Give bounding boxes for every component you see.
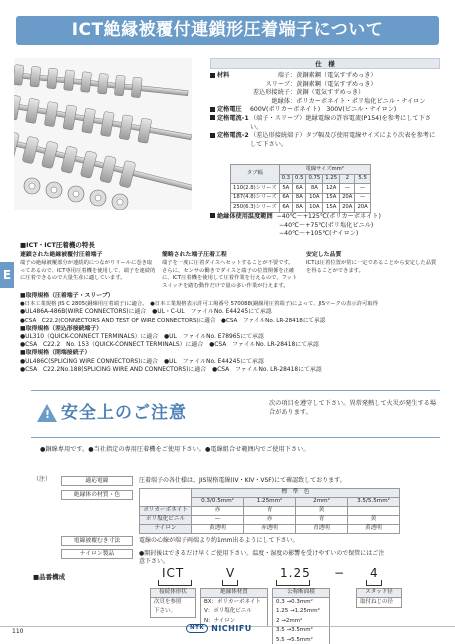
current2-label: 定格電流-2 [217, 132, 249, 140]
part-box-head: 公称断面積 [273, 589, 329, 598]
standards-line: ●UL486A-486B(WIRE CONNECTORS)に適合 ●UL・C-UL ファイルNo. E44245にて承認 [20, 309, 272, 316]
color-size-header: 0.3/0.5mm² [192, 498, 244, 507]
strip-label: 電線被覆むき寸法 [61, 536, 133, 546]
part-box-shape [150, 588, 196, 618]
part-box-line: 次頁を参照 [154, 598, 182, 605]
current2-value: （差込形接続端子）タブ幅及び使用電線サイズにより次表を参考にして下さい。 [250, 132, 436, 148]
table-cell: 赤透明 [244, 525, 296, 534]
material-name: 絶縁体 [271, 97, 290, 105]
size-table-group-header: 電線サイズmm² [279, 165, 370, 175]
row-label: ポリ塩化ビニル [140, 516, 192, 525]
bullet-square-icon [210, 213, 215, 218]
voltage-value: 600V(ポリカーボネイト) 300V(ビニル・ナイロン) [250, 106, 397, 114]
color-label: 絶縁体の材質・色 [61, 490, 133, 500]
material-name: スリーブ [265, 80, 290, 88]
part-box-line: 5.5 →5.5mm² [276, 636, 313, 643]
material-value: ：黄銅素鋼（電気すずめっき） [290, 80, 377, 88]
spec-list [210, 72, 442, 149]
table-cell: — [355, 193, 370, 203]
standards-group-title: ■取得規格（閉端接続子） [20, 350, 91, 357]
table-cell: 20A [340, 203, 355, 213]
part-number-title: ■品番構成 [33, 573, 66, 581]
table-cell: 黄透明 [192, 525, 244, 534]
table-cell: 青 [296, 516, 348, 525]
table-cell: 6A [279, 193, 292, 203]
current1-label: 定格電流-1 [217, 114, 249, 122]
feature-heading: 安定した品質 [306, 252, 342, 258]
spec-material-row-1 [210, 81, 442, 90]
feature-item [162, 252, 298, 290]
spec-material-row-0 [210, 72, 442, 81]
row-label: 110(2.8)シリーズ [231, 184, 280, 194]
feature-body: 端子の絶縁被覆部分が連続的につながりリールに巻き取ってあるので、ICT専用圧着機を使用して、端子を連続的に圧着できるので大量生産に適しています。 [20, 260, 156, 282]
part-box-line: 3.5 →3.5mm² [276, 627, 313, 633]
standards-group-title: ■取得規格（圧着端子・スリーブ） [20, 293, 114, 299]
part-box-line: 0.3 →0.3mm² [276, 598, 313, 605]
wire-text: 圧着端子の各仕様は、JIS規格電線(IV・KIV・VSF)にて確認致しております。 [139, 477, 346, 484]
table-cell: 8A [306, 184, 323, 194]
material-name: 差込形接続子 [252, 89, 290, 97]
row-label: ポリカーボネイト [140, 507, 192, 516]
page-number: 110 [12, 628, 24, 635]
row-label: 250(6.3)シリーズ [231, 203, 280, 213]
size-header: 2 [340, 174, 355, 184]
bracket-line [222, 580, 238, 586]
spec-header: 仕 様 [210, 58, 440, 69]
spec-current2-row [210, 132, 442, 149]
bullet-square-icon [210, 73, 215, 78]
part-code-segment: V [226, 566, 236, 580]
temperature-range [210, 213, 381, 239]
safety-message: 次の項目を遵守して下さい。異常発熱して火災が発生する場合があります。 [269, 400, 437, 416]
spec-voltage-row [210, 106, 442, 115]
logo-text: NICHIFU [211, 624, 252, 634]
part-box-line: 1.25 →1.25mm² [276, 608, 320, 614]
table-cell: 黄透明 [348, 525, 400, 534]
table-cell: 10A [306, 203, 323, 213]
table-cell: — [192, 516, 244, 525]
table-cell: 赤 [192, 507, 244, 516]
table-cell: 20A [355, 203, 370, 213]
table-cell: 8A [293, 193, 306, 203]
safety-note: ●銅線専用です。●当社指定の専用圧着機をご使用下さい。●電線組合せ範囲内でご使用下さい。 [40, 446, 310, 453]
strip-text: 電線の心線が端子両端より約1mm出るようにして下さい。 [139, 537, 299, 544]
nylon-text: ●開封後はできるだけ早くご使用下さい。温度・湿度の影響を受けやすいので保管にはご注意下さい。 [139, 550, 385, 565]
table-row [231, 203, 371, 213]
table-cell: 6A [293, 184, 306, 194]
standards-line: ●CSA C22.2 No. 153（QUICK-CONNECT TERMINALS）に適合 ●CSA ファイルNo. LR-28418にて承認 [20, 342, 319, 349]
notes-label: （注） [33, 476, 52, 483]
table-cell: 10A [306, 193, 323, 203]
table-cell: 青 [244, 507, 296, 516]
terminal-chain-illustration [14, 58, 192, 210]
table-row [140, 516, 400, 525]
nylon-label: ナイロン製品 [61, 549, 133, 559]
part-box-head: 絶縁体材質 [201, 589, 267, 598]
row-label: ナイロン [140, 525, 192, 534]
color-size-header: 3.5/5.5mm² [348, 498, 400, 507]
table-cell: 赤 [244, 516, 296, 525]
table-cell: 8A [293, 203, 306, 213]
warning-mark: ! [45, 408, 51, 421]
voltage-label: 定格電圧 [217, 106, 242, 114]
wire-label: 適応電線 [61, 476, 133, 486]
brand-logo [186, 624, 252, 635]
section-tab-e: E [0, 262, 14, 288]
table-cell: — [340, 184, 355, 194]
color-table [139, 488, 400, 534]
size-table-corner: タブ幅 [231, 165, 280, 184]
bullet-square-icon [210, 133, 215, 138]
bullet-square-icon [210, 107, 215, 112]
part-box-area [272, 588, 330, 644]
table-row [231, 184, 371, 194]
part-box-head: 接続体形状 [151, 589, 195, 598]
temp-value: −40℃〜+125℃(ポリカーボネイト) [276, 213, 381, 220]
spec-current1-row [210, 115, 442, 132]
row-label: 187(4.8)シリーズ [231, 193, 280, 203]
feature-body: ICTは圧着位置が常に一定であることから安定した品質を得ることができます。 [306, 260, 437, 274]
size-header: 5.5 [355, 174, 370, 184]
part-box-line: N：ナイロン [204, 617, 236, 624]
part-box-line: 2 →2mm² [276, 617, 303, 624]
spec-material-row-2 [210, 89, 442, 98]
size-header: 0.5 [293, 174, 306, 184]
color-size-header: 2mm² [296, 498, 348, 507]
size-header: 0.75 [306, 174, 323, 184]
bullet-square-icon [210, 115, 215, 120]
color-table-corner [140, 489, 192, 507]
feature-heading: 連鎖された絶縁被覆付圧着端子 [20, 252, 103, 258]
temp-value: −40℃〜+105℃(ナイロン) [279, 230, 359, 238]
table-cell: — [355, 184, 370, 194]
standards-line: ●UL486C(SPLICING WIRE CONNECTORS)に適合 ●UL ファイルNo. E44245にて承認 [20, 358, 264, 365]
part-box-material [200, 588, 268, 627]
safety-title: 安全上のご注意 [61, 403, 187, 423]
standards-line: ●CSA C22.2No.188(SPLICING WIRE AND CONNECTORS)に適合 ●CSA ファイルNo. LR-28418にて承認 [20, 366, 322, 373]
table-cell: 黄 [296, 507, 348, 516]
part-code-segment: 1.25 [280, 566, 311, 580]
part-code-segment: ICT [162, 566, 185, 580]
feature-item [20, 252, 156, 283]
table-row [231, 193, 371, 203]
feature-body: 端子を一度に圧着ダイスへセットすることが不要です。さらに、センサの働きでダイスと端子の位置関係を正確に、ICT圧着機を使用して圧着作業を行えるので、フットスイッチを踏む動作だけで量の多い作業が行えます。 [162, 260, 298, 289]
logo-mark-icon: NTK [186, 624, 208, 633]
color-size-header: 1.25mm² [244, 498, 296, 507]
table-cell: 6A [279, 203, 292, 213]
table-row [140, 525, 400, 534]
part-code-segment: − [334, 566, 346, 580]
part-box-line: V：ポリ塩化ビニル [204, 608, 252, 614]
material-name: 端子 [277, 72, 290, 79]
terminal-product-photo [14, 58, 192, 210]
temp-label: 絶縁体使用温度範囲 [217, 213, 273, 220]
table-cell: 黄 [348, 516, 400, 525]
part-box-line: 下さい。 [154, 608, 177, 614]
bracket-line [158, 580, 192, 586]
table-cell: 青透明 [296, 525, 348, 534]
standards-section [20, 292, 440, 374]
size-header: 1.25 [323, 174, 340, 184]
material-value: ：黄銅（電気すずめっき） [290, 89, 365, 97]
page-title: ICT絶縁被覆付連鎖形圧着端子について [16, 16, 439, 45]
part-box-head: スタッド径 [357, 589, 401, 598]
materials-label: 材料 [217, 72, 230, 79]
standards-line: ●UL310（QUICK-CONNECT TERMINALS）に適合 ●UL ファイルNo. E78965にて承認 [20, 334, 264, 341]
current1-value: （端子・スリーブ）絶縁電線の許容電流(P154)を参考にして下さい。 [250, 114, 431, 131]
color-table-header: 標 準 色 [192, 489, 400, 498]
table-cell: 15A [323, 193, 340, 203]
table-cell [348, 507, 400, 516]
standards-line: ●日本工業規格 JIS C 2805(銅線用圧着端子)に適合。 ●日本工業規格表示許可工場番号 570088(銅線用圧着端子)によって、JISマークの表示許可取得 [20, 301, 378, 308]
table-cell: 12A [323, 184, 340, 194]
size-header: 0.3 [279, 174, 292, 184]
material-value: ：ポリカーボネイト・ポリ塩化ビニル・ナイロン [290, 97, 426, 105]
feature-heading: 簡略された端子圧着工程 [162, 252, 227, 258]
table-cell: 5A [279, 184, 292, 194]
warning-icon [37, 404, 57, 422]
feature-item [306, 252, 440, 275]
table-cell: 20A [340, 193, 355, 203]
table-cell: 15A [323, 203, 340, 213]
current-size-table [230, 164, 371, 213]
part-box-line: 取付ねじの径 [360, 598, 394, 605]
bracket-line [276, 580, 310, 586]
standards-line: ●CSA C22.2(CONNECTORS AND TEST OF WIRE CONNECTORS)に適合 ●CSA ファイルNo. LR-28418にて承認 [20, 317, 326, 324]
safety-notice [31, 390, 440, 438]
table-row [140, 507, 400, 516]
bracket-line [366, 580, 382, 586]
temp-value: −40℃〜+75℃(ポリ塩化ビニル) [279, 221, 374, 229]
part-box-stud [356, 588, 402, 608]
features-title: ■ICT・ICT圧着機の特長 [20, 241, 95, 249]
part-code-segment: 4 [370, 566, 379, 580]
material-value: ：黄銅素鋼（電気すずめっき） [290, 72, 377, 79]
standards-group-title: ■取得規格（差込形接続端子） [20, 325, 103, 332]
part-box-line: BX：ポリカーボネイト [204, 598, 261, 605]
